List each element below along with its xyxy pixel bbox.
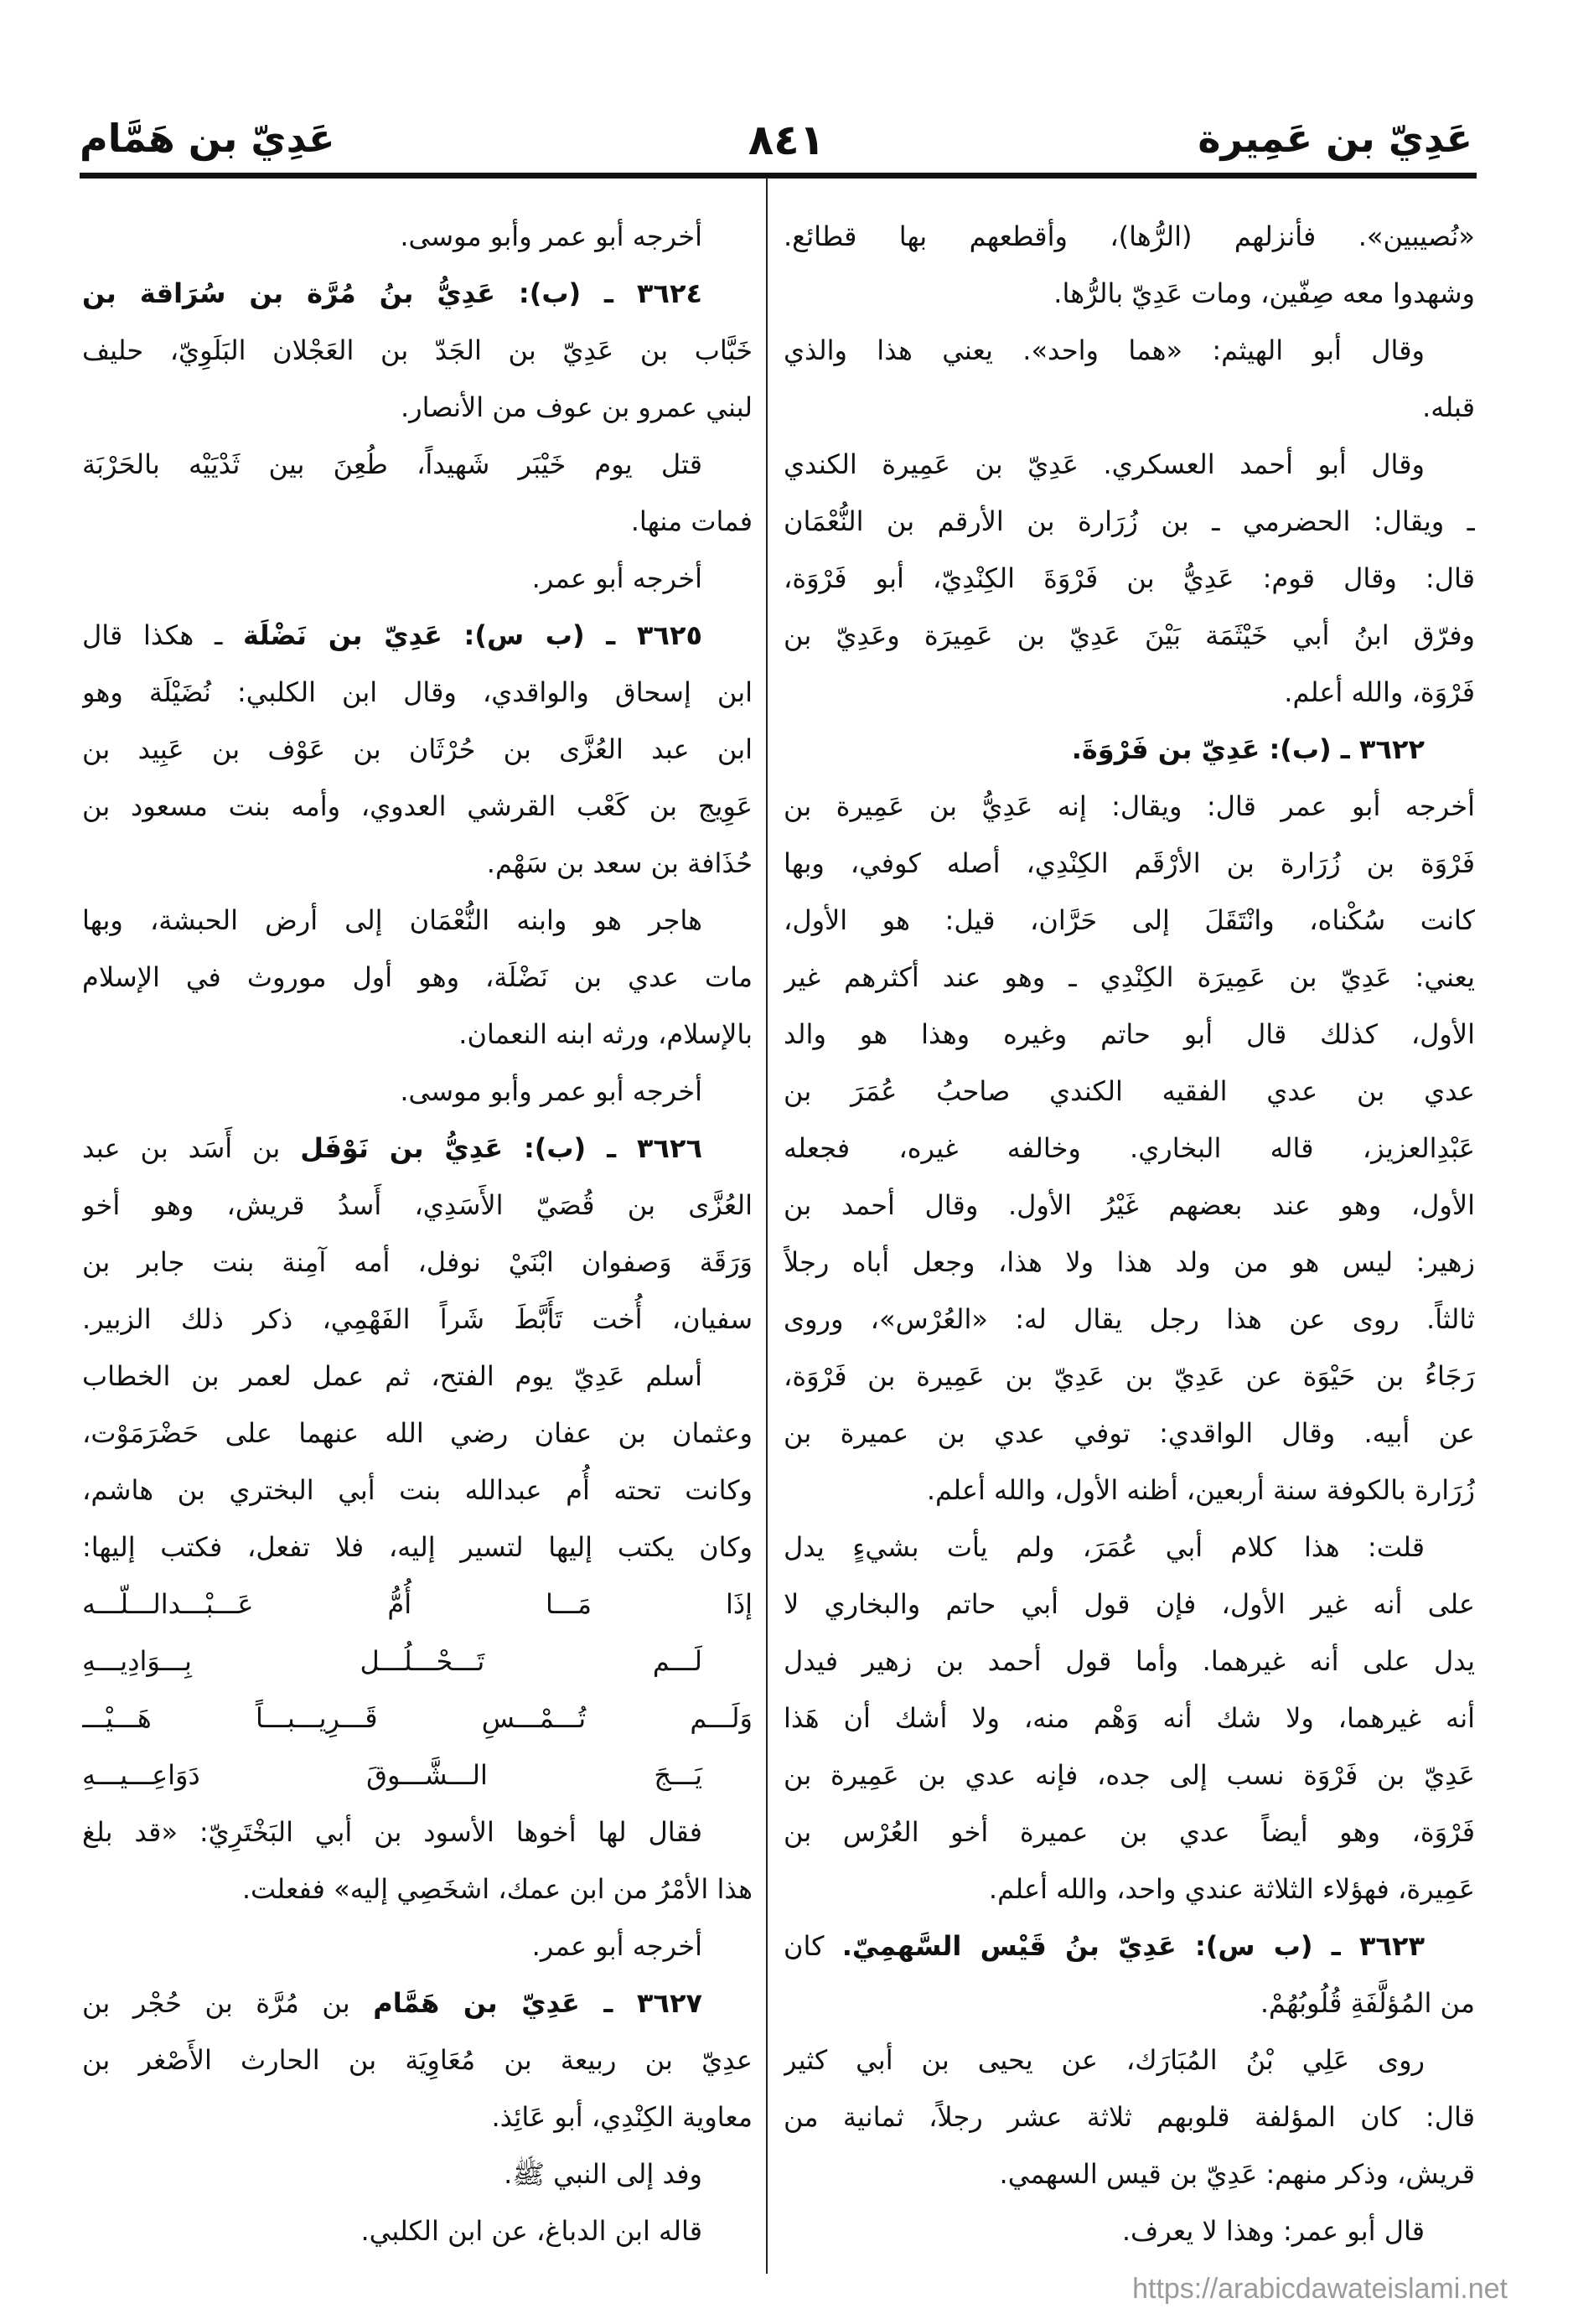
line-text: ـ ويقال: الحضرمي ـ بن زُرَارة بن الأرقم بن النُّعْمَان [784, 505, 1475, 537]
text-line [82, 550, 753, 607]
line-text: قتل يوم خَيْبَر شَهيداً، طُعِنَ بين ثَدْيَيْه بالحَرْبَة [82, 448, 702, 480]
text-line [784, 1462, 1475, 1519]
text-line [784, 1120, 1475, 1177]
line-text: الأول، كذلك قال أبو حاتم وغيره وهذا هو والد [784, 1018, 1475, 1050]
text-line [82, 1690, 753, 1747]
line-text: عدي بن عدي الفقيه الكندي صاحبُ عُمَرَ بن [784, 1075, 1475, 1107]
line-text: قبله. [1422, 391, 1475, 423]
line-text: وقال أبو أحمد العسكري. عَدِيّ بن عَمِيرة الكندي [784, 448, 1425, 480]
header-rule [80, 173, 1477, 179]
text-line [784, 208, 1475, 265]
line-text: الأول، وهو عند بعضهم غَيْرُ الأول. وقال أحمد بن [784, 1189, 1475, 1221]
line-text: فَرْوَة، وهو أيضاً عدي بن عميرة أخو العُرْس بن [784, 1816, 1475, 1848]
line-text: ابن إسحاق والواقدي، وقال ابن الكلبي: نُضَيْلَة وهو [82, 676, 753, 708]
text-line [784, 1006, 1475, 1063]
text-line [784, 379, 1475, 436]
text-line [784, 2145, 1475, 2202]
line-text: عَوِيج بن كَعْب القرشي العدوي، وأمه بنت مسعود بن [82, 790, 753, 822]
text-line [784, 607, 1475, 664]
line-text: رَجَاءُ بن حَيْوَة عن عَدِيّ بن عَدِيّ بن عَمِيرة بن فَرْوَة، [784, 1360, 1475, 1392]
text-line [784, 2202, 1475, 2259]
text-line [784, 322, 1475, 379]
line-text: فمات منها. [630, 505, 753, 537]
line-text: عن أبيه. وقال الواقدي: توفي عدي بن عميرة بن [784, 1417, 1475, 1449]
entry-heading: ٣٦٢٤ ـ (ب): عَدِيُّ بنُ مُرَّة بن سُرَاقة بن [82, 277, 702, 309]
text-line [784, 1177, 1475, 1234]
text-line [82, 949, 753, 1006]
line-text: من المُؤلَّفَةِ قُلُوبُهُمْ. [1260, 1987, 1475, 2019]
line-text: ثالثاً. روى عن هذا رجل يقال له: «العُرْس»، وروى [784, 1303, 1475, 1335]
line-text: عَمِيرة، فهؤلاء الثلاثة عندي واحد، والله أعلم. [988, 1873, 1475, 1905]
text-line [784, 1348, 1475, 1405]
line-text: وشهدوا معه صِفّين، ومات عَدِيّ بالرُّها. [1053, 277, 1475, 309]
line-text: ابن عبد العُزَّى بن حُرْثَان بن عَوْف بن عَبِيد بن [82, 733, 753, 765]
line-text: بن مُرَّة بن حُجْر بن [82, 1987, 374, 2019]
line-text: قال أبو عمر: وهذا لا يعرف. [1121, 2215, 1425, 2247]
text-line [784, 1063, 1475, 1120]
text-line [82, 2032, 753, 2088]
line-text: يَـــجَ الـــشَّـــوقَ دَوَاعِـــيـــهِ [82, 1759, 702, 1791]
text-line [82, 1348, 753, 1405]
entry-heading: ٣٦٢٣ ـ (ب س): عَدِيّ بنُ قَيْس السَّهمِيّ. [841, 1930, 1426, 1962]
line-text: أخرجه أبو عمر وأبو موسى. [400, 220, 702, 252]
column-divider [766, 179, 768, 2274]
text-line [82, 835, 753, 892]
watermark-url: https://arabicdawateislami.net [1132, 2273, 1508, 2305]
text-line [82, 1462, 753, 1519]
line-text: وَلَـــم تُـــمْـــسِ قَـــرِيـــبـــاً هَـــيْـــ [82, 1702, 753, 1734]
line-text: كان [784, 1930, 842, 1962]
text-line [784, 1747, 1475, 1804]
text-line [784, 2032, 1475, 2088]
text-line [82, 1291, 753, 1348]
text-line [784, 2088, 1475, 2145]
text-line [784, 493, 1475, 550]
text-line [784, 1405, 1475, 1462]
entry-heading: ٣٦٢٧ ـ عَدِيّ بن هَمَّام [373, 1987, 703, 2019]
line-text: أخرجه أبو عمر قال: ويقال: إنه عَدِيُّ بن عَمِيرة بن [784, 790, 1475, 822]
text-line [82, 2145, 753, 2202]
text-line [784, 1519, 1475, 1576]
running-header-right: عَدِيّ بن عَمِيرة [1198, 116, 1472, 161]
text-line [82, 1918, 753, 1975]
line-text: خَبَّاب بن عَدِيّ بن الجَدّ بن العَجْلان البَلَوِيّ، حليف [82, 334, 753, 366]
line-text: على أنه غير الأول، فإن قول أبي حاتم والبخاري لا [784, 1588, 1475, 1620]
text-line [784, 1576, 1475, 1633]
text-line [784, 550, 1475, 607]
entry-heading-line [82, 1975, 753, 2032]
line-text: وَرَقَة وَصفوان ابْنَيْ نوفل، أمه آمِنة بنت جابر بن [82, 1246, 753, 1278]
line-text: بن أَسَد بن عبد [82, 1132, 301, 1164]
text-line [82, 2088, 753, 2145]
text-line [82, 208, 753, 265]
text-line [82, 1747, 753, 1804]
line-text: زُرَارة بالكوفة سنة أربعين، أظنه الأول، والله أعلم. [926, 1474, 1475, 1506]
text-line [784, 436, 1475, 493]
line-text: لَـــم تَـــحْـــلُـــل بِـــوَادِيـــهِ [82, 1645, 702, 1677]
line-text: عدِيّ بن ربيعة بن مُعَاوِيَة بن الحارث الأَصْغر بن [82, 2044, 753, 2076]
line-text: فقال لها أخوها الأسود بن أبي البَخْتَرِيّ: «قد بلغ [82, 1816, 702, 1848]
line-text: ـ هكذا قال [82, 619, 244, 651]
line-text: قلت: هذا كلام أبي عُمَرَ، ولم يأت بشيءٍ يدل [784, 1531, 1425, 1563]
line-text: كانت سُكْناه، وانْتَقَلَ إلى حَرَّان، قيل: هو الأول، [784, 904, 1475, 936]
text-line [82, 1177, 753, 1234]
entry-heading-line [82, 265, 753, 322]
text-line [82, 721, 753, 778]
text-line [784, 949, 1475, 1006]
line-text: إذَا مَـــا أُمُّ عَـــبْـــدالـــلّـــه [82, 1588, 753, 1620]
text-line [82, 1804, 753, 1861]
line-text: أخرجه أبو عمر. [531, 1930, 702, 1962]
text-line [82, 379, 753, 436]
text-line [784, 1861, 1475, 1918]
line-text: هاجر هو وابنه النُّعْمَان إلى أرض الحبشة، وبها [82, 904, 702, 936]
line-text: زهير: ليس هو من ولد هذا ولا هذا، وجعل أباه رجلاً [784, 1246, 1475, 1278]
line-text: «نُصيبين». فأنزلهم (الرُّها)، وأقطعهم بها قطائع. [784, 220, 1475, 252]
right-column [784, 208, 1475, 2259]
line-text: سفيان، أُخت تَأَبَّطَ شَراً الفَهْمِي، ذكر ذلك الزبير. [82, 1303, 753, 1335]
text-line [784, 1291, 1475, 1348]
text-line [82, 322, 753, 379]
text-line [784, 778, 1475, 835]
line-text: حُذَافة بن سعد بن سَهْم. [486, 847, 753, 879]
entry-heading-line [82, 607, 753, 664]
line-text: يعني: عَدِيّ بن عَمِيرَة الكِنْدِي ـ وهو عند أكثرهم غير [784, 961, 1475, 993]
line-text: وكانت تحته أُم عبدالله بنت أبي البختري بن هاشم، [82, 1474, 753, 1506]
text-line [784, 835, 1475, 892]
line-text: فَرْوَة بن زُرَارة بن الأرْقَم الكِنْدِي، أصله كوفي، وبها [784, 847, 1475, 879]
text-line [82, 1234, 753, 1291]
line-text: فَرْوَة، والله أعلم. [1284, 676, 1475, 708]
line-text: يدل على أنه غيرهما. وأما قول أحمد بن زهير فيدل [784, 1645, 1475, 1677]
line-text: هذا الأمْرُ من ابن عمك، اشخَصِي إليه» ففعلت. [241, 1873, 753, 1905]
entry-heading: ٣٦٢٥ ـ (ب س): عَدِيّ بن نَضْلَة [243, 619, 703, 651]
entry-heading: ٣٦٢٢ ـ (ب): عَدِيّ بن فَرْوَةَ. [1071, 733, 1425, 765]
text-line [82, 1063, 753, 1120]
line-text: معاوية الكِنْدِي، أبو عَائِذ. [491, 2101, 753, 2133]
text-line [82, 1633, 753, 1690]
line-text: روى عَلِي بْنُ المُبَارَك، عن يحيى بن أبي كثير [784, 2044, 1425, 2076]
line-text: قريش، وذكر منهم: عَدِيّ بن قيس السهمي. [999, 2158, 1475, 2190]
line-text: أخرجه أبو عمر. [531, 562, 702, 594]
text-line [784, 1975, 1475, 2032]
line-text: لبني عمرو بن عوف من الأنصار. [400, 391, 753, 423]
line-text: وعثمان بن عفان رضي الله عنهما على حَضْرَمَوْت، [82, 1417, 753, 1449]
entry-heading-line [784, 721, 1475, 778]
text-line [784, 892, 1475, 949]
left-column [82, 208, 753, 2259]
line-text: مات عدي بن نَضْلَة، وهو أول موروث في الإسلام [82, 961, 753, 993]
text-line [82, 1519, 753, 1576]
line-text: قال: كان المؤلفة قلوبهم ثلاثة عشر رجلاً، ثمانية من [784, 2101, 1475, 2133]
entry-heading-line [784, 1918, 1475, 1975]
line-text: أخرجه أبو عمر وأبو موسى. [400, 1075, 702, 1107]
text-line [82, 436, 753, 493]
line-text: وقال أبو الهيثم: «هما واحد». يعني هذا والذي [784, 334, 1425, 366]
text-line [784, 1234, 1475, 1291]
running-header-left: عَدِيّ بن هَمَّام [80, 116, 335, 161]
line-text: وفرّق ابنُ أبي خَيْثَمَة بَيْنَ عَدِيّ بن عَمِيرَة وعَدِيّ بن [784, 619, 1475, 651]
text-line [784, 664, 1475, 721]
text-line [82, 778, 753, 835]
line-text: قاله ابن الدباغ، عن ابن الكلبي. [360, 2215, 702, 2247]
line-text: أسلم عَدِيّ يوم الفتح، ثم عمل لعمر بن الخطاب [82, 1360, 702, 1392]
text-line [82, 1861, 753, 1918]
text-line [82, 493, 753, 550]
entry-heading-line [82, 1120, 753, 1177]
line-text: أنه غيرهما، ولا شك أنه وَهْم منه، ولا أشك أن هَذا [784, 1702, 1475, 1734]
text-line [784, 265, 1475, 322]
text-line [82, 664, 753, 721]
text-line [82, 892, 753, 949]
line-text: عَبْدِالعزيز، قاله البخاري. وخالفه غيره، فجعله [784, 1132, 1475, 1164]
text-line [82, 1405, 753, 1462]
entry-heading: ٣٦٢٦ ـ (ب): عَدِيُّ بن نَوْفَل [300, 1132, 703, 1164]
line-text: بالإسلام، ورثه ابنه النعمان. [458, 1018, 753, 1050]
text-line [82, 1006, 753, 1063]
line-text: العُزَّى بن قُصَيّ الأَسَدِي، أَسدُ قريش، وهو أخو [82, 1189, 753, 1221]
text-line [784, 1633, 1475, 1690]
text-line [784, 1804, 1475, 1861]
page-number: ٨٤١ [748, 116, 825, 164]
line-text: وفد إلى النبي ﷺ. [504, 2158, 702, 2190]
text-line [82, 2202, 753, 2259]
line-text: وكان يكتب إليها لتسير إليه، فلا تفعل، فكتب إليها: [82, 1531, 753, 1563]
line-text: قال: وقال قوم: عَدِيُّ بن فَرْوَةَ الكِنْدِيّ، أبو فَرْوَة، [784, 562, 1475, 594]
text-line [784, 1690, 1475, 1747]
line-text: عَدِيّ بن فَرْوَة نسب إلى جده، فإنه عدي بن عَمِيرة بن [784, 1759, 1475, 1791]
text-line [82, 1576, 753, 1633]
